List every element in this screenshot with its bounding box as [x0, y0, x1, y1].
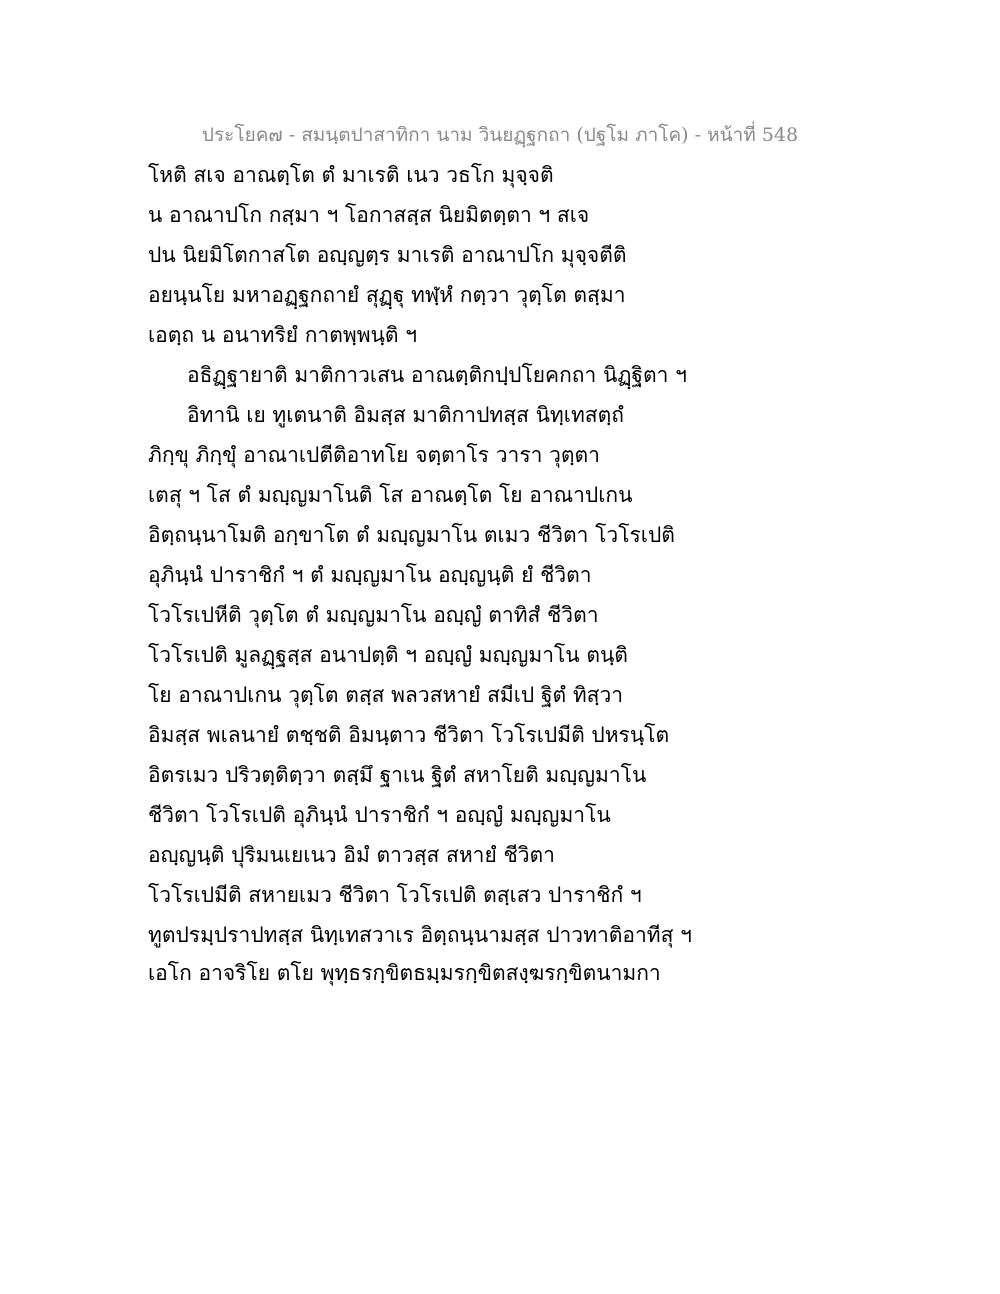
text-line: โย อาณาปเกน วุตฺโต ตสฺส พลวสหายํ สมีเป ฐิตํ ทิสฺวา	[148, 683, 624, 707]
text-line: โหติ สเจ อาณตฺโต ตํ มาเรติ เนว วธโก มุจฺจติ	[148, 163, 554, 187]
text-line: ทูตปรมฺปราปทสฺส นิทฺเทสวาเร อิตฺถนฺนามสฺส ปาวทาติอาทีสุ ฯ	[148, 923, 692, 947]
text-line: อธิฏฺฐายาติ มาติกาวเสน อาณตฺติกปฺปโยคกถา นิฏฺฐิตา ฯ	[187, 363, 687, 387]
text-line: โวโรเปติ มูลฏฺฐสฺส อนาปตฺติ ฯ อญฺญํ มญฺญมาโน ตนฺติ	[148, 643, 628, 667]
text-line: ปน นิยมิโตกาสโต อญฺญตฺร มาเรติ อาณาปโก มุจฺจตีติ	[148, 243, 627, 267]
text-line: โวโรเปมีติ สหายเมว ชีวิตา โวโรเปติ ตสฺเสว ปาราชิกํ ฯ	[148, 883, 642, 907]
text-line: เอโก อาจริโย ตโย พุทฺธรกฺขิตธมฺมรกฺขิตสงฺฆรกฺขิตนามกา	[148, 961, 661, 985]
text-line: อิตรเมว ปริวตฺติตฺวา ตสฺมึ ฐาเน ฐิตํ สหาโยติ มญฺญมาโน	[148, 763, 647, 787]
text-line: อิตฺถนฺนาโมติ อกฺขาโต ตํ มญฺญมาโน ตเมว ชีวิตา โวโรเปติ	[148, 523, 675, 547]
text-line: น อาณาปโก กสฺมา ฯ โอกาสสฺส นิยมิตตฺตา ฯ สเจ	[148, 203, 590, 227]
text-line: อิทานิ เย ทูเตนาติ อิมสฺส มาติกาปทสฺส นิทฺเทสตฺถํ	[187, 403, 624, 427]
text-line: เอตฺถ น อนาทริยํ กาตพฺพนฺติ ฯ	[148, 323, 418, 347]
text-line: อยนฺนโย มหาอฏฺฐกถายํ สุฏฺฐุ ทฬฺหํ กตฺวา วุตฺโต ตสฺมา	[148, 283, 626, 307]
page-header: ประโยค๗ - สมนฺตปาสาทิกา นาม วินยฏฺฐกถา (ปฐโม ภาโค) - หน้าที่ 548	[201, 124, 799, 146]
text-line: ชีวิตา โวโรเปติ อุภินฺนํ ปาราชิกํ ฯ อญฺญํ มญฺญมาโน	[148, 803, 611, 827]
text-line: อุภินฺนํ ปาราชิกํ ฯ ตํ มญฺญมาโน อญฺญนฺติ ยํ ชีวิตา	[148, 563, 592, 587]
text-line: ภิกฺขุ ภิกฺขุํ อาณาเปตีติอาทโย จตฺตาโร วารา วุตฺตา	[148, 443, 600, 467]
text-line: โวโรเปหีติ วุตฺโต ตํ มญฺญมาโน อญฺญํ ตาทิสํ ชีวิตา	[148, 603, 599, 627]
text-line: อิมสฺส พเลนายํ ตชฺชติ อิมนฺตาว ชีวิตา โวโรเปมีติ ปหรนฺโต	[148, 723, 670, 747]
text-line: เตสุ ฯ โส ตํ มญฺญมาโนติ โส อาณตฺโต โย อาณาปเกน	[148, 483, 633, 507]
text-line: อญฺญนฺติ ปุริมนเยเนว อิมํ ตาวสฺส สหายํ ชีวิตา	[148, 843, 555, 867]
